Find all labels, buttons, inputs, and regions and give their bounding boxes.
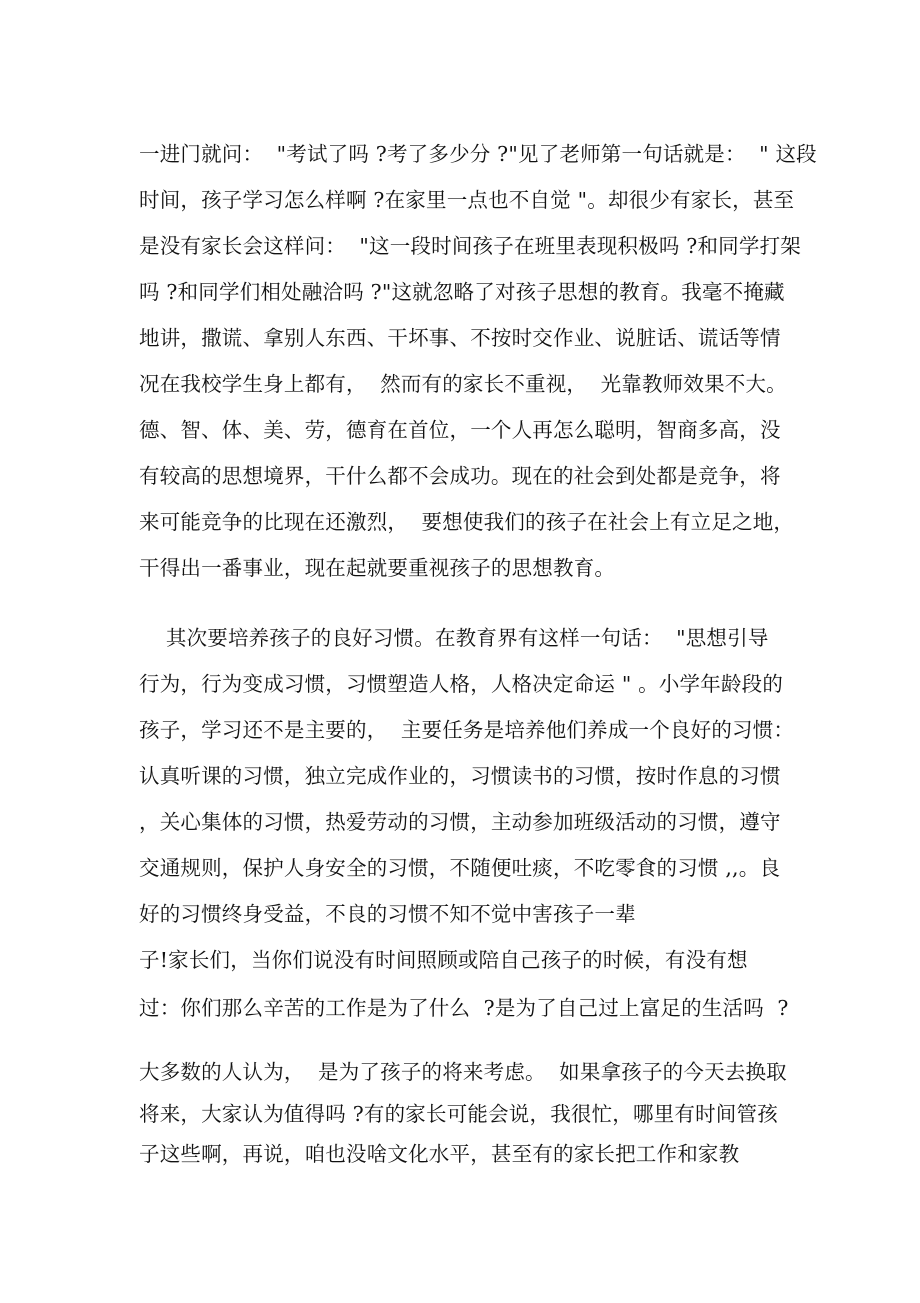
text-line: 况在我校学生身上都有， 然而有的家长不重视， 光靠教师效果不大。 [139, 372, 787, 396]
text-line: 吗 ?和同学们相处融洽吗 ?"这就忽略了对孩子思想的教育。我毫不掩藏 [139, 280, 785, 304]
text-line: ，关心集体的习惯，热爱劳动的习惯，主动参加班级活动的习惯，遵守 [139, 810, 781, 834]
text-line: 子这些啊，再说，咱也没啥文化水平，甚至有的家长把工作和家教 [139, 1142, 740, 1166]
text-line: 行为，行为变成习惯，习惯塑造人格，人格决定命运 " 。小学年龄段的 [139, 672, 784, 696]
text-line: 孩子，学习还不是主要的， 主要任务是培养他们养成一个良好的习惯： [139, 718, 795, 742]
text-line: 地讲，撒谎、拿别人东西、干坏事、不按时交作业、说脏话、谎话等情 [139, 326, 781, 350]
text-line: 是没有家长会这样问： "这一段时间孩子在班里表现积极吗 ?和同学打架 [139, 234, 801, 258]
text-line: 子!家长们，当你们说没有时间照顾或陪自己孩子的时候，有没有想 [139, 948, 748, 972]
text-line: 一进门就问： "考试了吗 ?考了多少分 ?"见了老师第一句话就是： " 这段 [139, 142, 817, 166]
text-line: 过：你们那么辛苦的工作是为了什么 ?是为了自己过上富足的生活吗 ? [139, 996, 789, 1020]
text-line: 大多数的人认为， 是为了孩子的将来考虑。 如果拿孩子的今天去换取 [139, 1060, 787, 1084]
text-line: 好的习惯终身受益，不良的习惯不知不觉中害孩子一辈 [139, 902, 636, 926]
text-line: 时间，孩子学习怎么样啊 ?在家里一点也不自觉 "。却很少有家长，甚至 [139, 188, 795, 212]
text-line: 有较高的思想境界，干什么都不会成功。现在的社会到处都是竞争，将 [139, 464, 781, 488]
text-line: 干得出一番事业，现在起就要重视孩子的思想教育。 [139, 556, 616, 580]
text-line: 将来，大家认为值得吗 ?有的家长可能会说，我很忙，哪里有时间管孩 [139, 1102, 778, 1126]
text-line: 德、智、体、美、劳，德育在首位，一个人再怎么聪明，智商多高，没 [139, 418, 781, 442]
text-line: 其次要培养孩子的良好习惯。在教育界有这样一句话： "思想引导 [139, 626, 769, 650]
text-line: 交通规则，保护人身安全的习惯，不随便吐痰，不吃零食的习惯 ,,。良 [139, 856, 781, 880]
text-line: 认真听课的习惯，独立完成作业的，习惯读书的习惯，按时作息的习惯 [139, 764, 781, 788]
text-line: 来可能竞争的比现在还激烈， 要想使我们的孩子在社会上有立足之地， [139, 510, 795, 534]
